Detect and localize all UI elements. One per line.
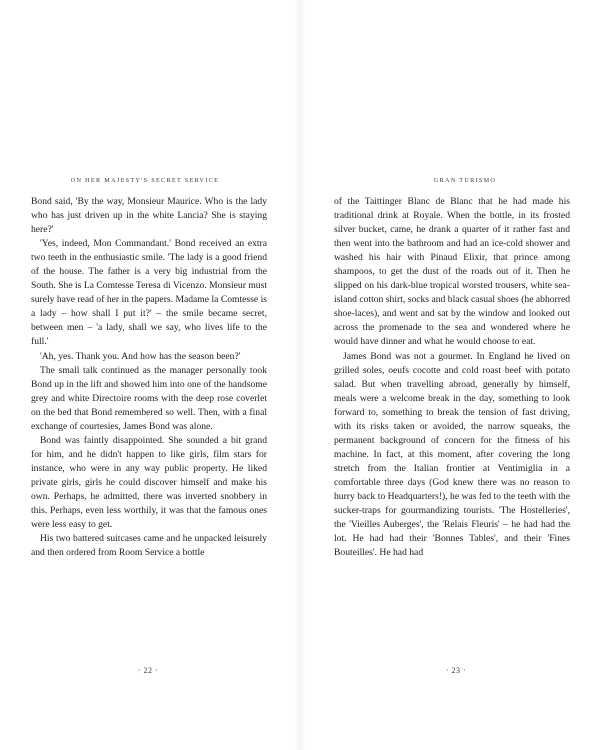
page-number-left: · 22 · bbox=[137, 666, 159, 675]
left-page-body bbox=[31, 195, 267, 560]
paragraph: The small talk continued as the manager personally took Bond up in the lift and showed him into one of the handsome grey and white Directoire rooms with the deep rose coverlet on the bed that Bond remembered so well. Then, with a final exchange of courtesies, James Bond was alone. bbox=[31, 364, 267, 432]
paragraph: 'Yes, indeed, Mon Commandant.' Bond received an extra two teeth in the enthusiastic smile. 'The lady is a good friend of the house. The father is a very big industrial from the South. She is La Comtesse Teresa di Vicenzo. Monsieur must surely have read of her in the papers. Madame la Comtesse is a lady – how shall I put it?' – the smile became secret, between men – 'a lady, shall we say, who lives life to the full.' bbox=[31, 238, 267, 348]
paragraph: Bond was faintly disappointed. She sounded a bit grand for him, and he didn't happen to like girls, film stars for instance, who were in any way public property. He liked private girls, girls he could discover himself and make his own. Perhaps, he admitted, there was inverted snobbery in this. Perhaps, even less worthily, it was that the famous ones were less easy to get. bbox=[31, 434, 267, 531]
running-head-left: ON HER MAJESTY'S SECRET SERVICE bbox=[70, 177, 220, 184]
right-page bbox=[300, 0, 600, 750]
paragraph: of the Taittinger Blanc de Blanc that he had made his traditional drink at Royale. When the bottle, in its frosted silver bucket, came, he drank a quarter of it rather fast and then went into the bathroom and had an ice-cold shower and washed his hair with Pinaud Elixir, that prince among shampoos, to get the dust of the roads out of it. Then he slipped on his dark-blue tropical worsted trousers, white sea-island cotton shirt, socks and black casual shoes (he abhorred shoe-laces), and went and sat by the window and looked out across the promenade to the sea and wondered where he would have dinner and what he would choose to eat. bbox=[334, 196, 570, 348]
paragraph: 'Ah, yes. Thank you. And how has the season been?' bbox=[40, 350, 241, 362]
right-page-body bbox=[334, 195, 570, 560]
paragraph: James Bond was not a gourmet. In England he lived on grilled soles, oeufs cocotte and cold roast beef with potato salad. But when travelling abroad, generally by himself, meals were a welcome break in the day, something to look forward to, something to break the tension of fast driving, with its risks taken or avoided, the narrow squeaks, the permanent background of concern for the fitness of his machine. In fact, at this moment, after covering the long stretch from the Italian frontier at Ventimiglia in a comfortable three days (God knew there was no reason to hurry back to Headquarters!), he was fed to the teeth with the sucker-traps for gourmandizing tourists. 'The Hostelleries', the 'Vieilles Auberges', the 'Relais Fleuris' – he had had the lot. He had had their 'Bonnes Tables', and their 'Fines Bouteilles'. He had had bbox=[334, 350, 570, 559]
running-head-right: GRAN TURISMO bbox=[433, 177, 497, 184]
page-number-right: · 23 · bbox=[445, 666, 467, 675]
paragraph: His two battered suitcases came and he unpacked leisurely and then ordered from Room Service a bottle bbox=[31, 533, 267, 559]
paragraph: Bond said, 'By the way, Monsieur Maurice. Who is the lady who has just driven up in the white Lancia? She is staying here?' bbox=[31, 196, 267, 236]
